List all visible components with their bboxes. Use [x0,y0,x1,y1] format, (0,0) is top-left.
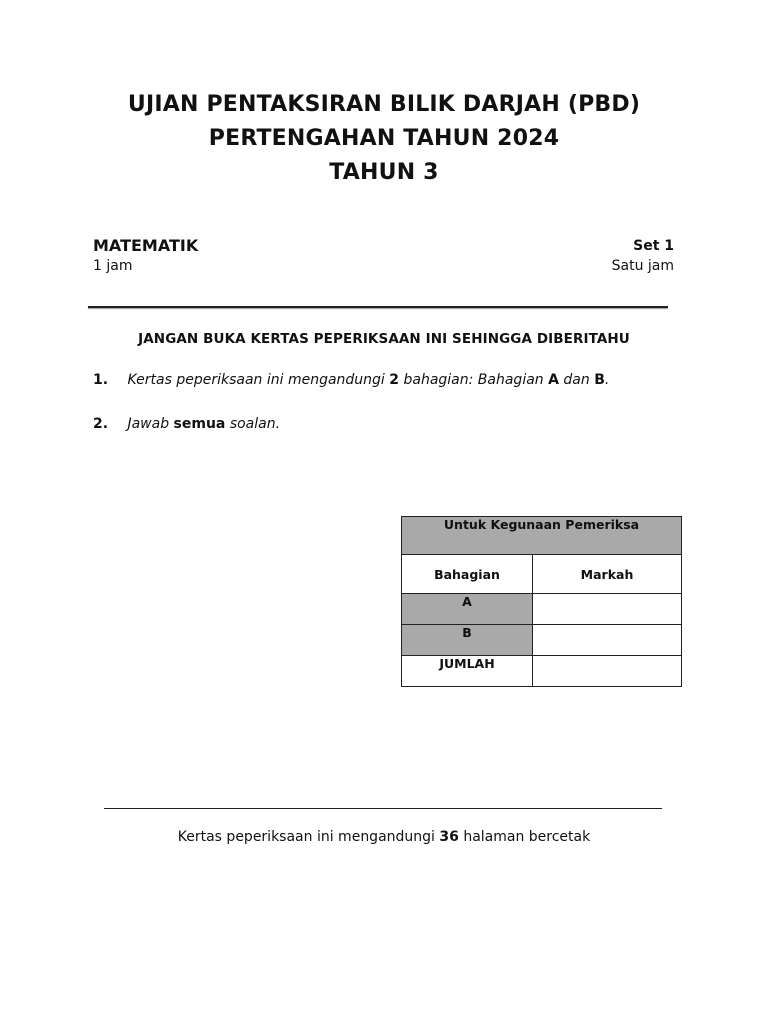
marks-cell [533,594,682,625]
instruction-1 [93,372,609,388]
column-header-section: Bahagian [402,555,533,594]
page-count-note: Kertas peperiksaan ini mengandungi 36 halaman bercetak [177,829,591,845]
set-label: Set 1 [633,238,674,254]
instruction-number: 1. [93,372,109,388]
warning-notice: JANGAN BUKA KERTAS PEPERIKSAAN INI SEHINGGA DIBERITAHU [138,331,630,347]
title-line-2: PERTENGAHAN TAHUN 2024 [208,126,560,151]
table-row [402,656,682,687]
section-cell: B [402,625,533,656]
examiner-table-title: Untuk Kegunaan Pemeriksa [402,517,682,555]
instruction-text: Kertas peperiksaan ini mengandungi 2 bahagian: Bahagian A dan B. [127,372,610,388]
total-cell: JUMLAH [402,656,533,687]
title-line-3: TAHUN 3 [329,160,439,185]
instruction-text: Jawab semua soalan. [127,416,281,432]
section-cell: A [402,594,533,625]
subject-name: MATEMATIK [93,236,199,255]
column-header-marks: Markah [533,555,682,594]
duration: 1 jam [93,258,133,274]
footer-divider [104,808,662,809]
marks-cell [533,656,682,687]
table-row [402,594,682,625]
instruction-number: 2. [93,416,109,432]
duration-in-words: Satu jam [611,258,674,274]
table-row [402,625,682,656]
exam-title [0,88,768,190]
examiner-table [401,516,682,687]
instruction-2 [93,416,280,432]
header-divider [88,306,668,308]
page-count: 36 [439,829,459,845]
title-line-1: UJIAN PENTAKSIRAN BILIK DARJAH (PBD) [127,92,641,117]
marks-cell [533,625,682,656]
